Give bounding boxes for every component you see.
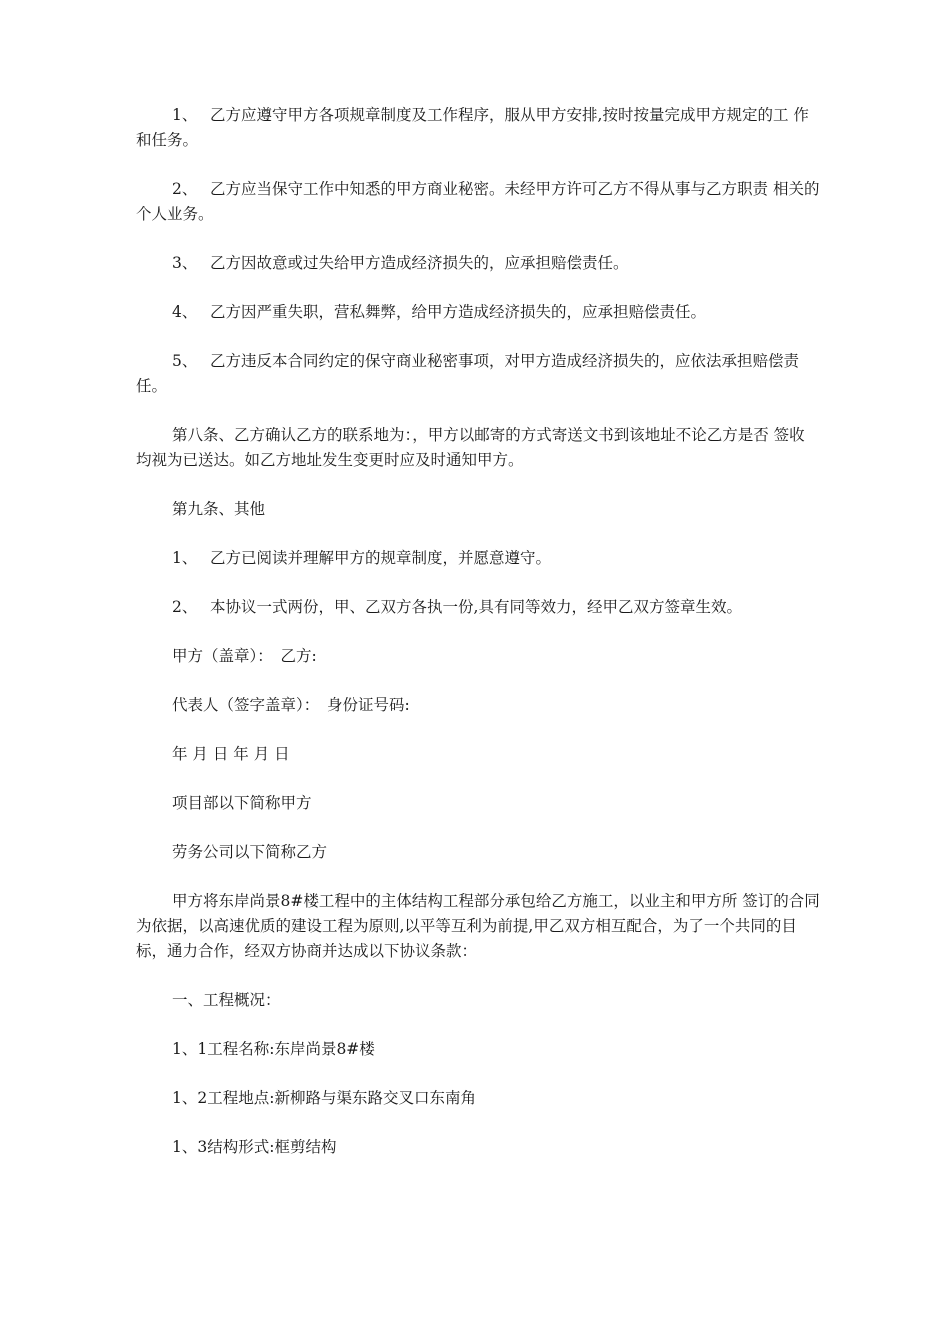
structure-type-line: 1、3结构形式:框剪结构: [172, 1138, 337, 1156]
paragraph-article-8: 第八条、乙方确认乙方的联系地为：，甲方以邮寄的方式寄送文书到该地址不论乙方是否 签收均视为已送达。如乙方地址发生变更时应及时通知甲方。: [136, 426, 805, 469]
paragraph-clause-1: 1、 乙方应遵守甲方各项规章制度及工作程序，服从甲方安排,按时按量完成甲方规定的工 作和任务。: [136, 106, 809, 149]
party-a-definition: 项目部以下简称甲方: [172, 794, 312, 812]
paragraph-article-9-item-1: 1、 乙方已阅读并理解甲方的规章制度，并愿意遵守。: [172, 549, 552, 567]
signature-date-line: 年 月 日 年 月 日: [172, 745, 290, 763]
paragraph-agreement-intro: 甲方将东岸尚景8#楼工程中的主体结构工程部分承包给乙方施工，以业主和甲方所 签订的合同为依据，以高速优质的建设工程为原则,以平等互利为前提,甲乙双方相互配合，为了一个共同的目标，通力合作，经双方协商并达成以下协议条款：: [136, 892, 820, 960]
paragraph-clause-3: 3、 乙方因故意或过失给甲方造成经济损失的，应承担赔偿责任。: [172, 254, 629, 272]
document-body: [136, 103, 820, 1184]
section-heading-project-overview: 一、工程概况：: [172, 991, 281, 1009]
paragraph-clause-5: 5、 乙方违反本合同约定的保守商业秘密事项，对甲方造成经济损失的，应依法承担赔偿责 任。: [136, 352, 804, 395]
project-name-line: 1、1工程名称:东岸尚景8#楼: [172, 1040, 375, 1058]
signature-representative-line: 代表人（签字盖章）： 身份证号码:: [172, 696, 410, 714]
paragraph-article-9-item-2: 2、 本协议一式两份，甲、乙双方各执一份,具有同等效力，经甲乙双方签章生效。: [172, 598, 742, 616]
party-b-definition: 劳务公司以下简称乙方: [172, 843, 328, 861]
paragraph-article-9-heading: 第九条、其他: [172, 500, 266, 518]
signature-party-line: 甲方（盖章）： 乙方:: [172, 647, 317, 665]
paragraph-clause-2: 2、 乙方应当保守工作中知悉的甲方商业秘密。未经甲方许可乙方不得从事与乙方职责 相关的个人业务。: [136, 180, 820, 223]
paragraph-clause-4: 4、 乙方因严重失职，营私舞弊，给甲方造成经济损失的，应承担赔偿责任。: [172, 303, 707, 321]
project-location-line: 1、2工程地点:新柳路与渠东路交叉口东南角: [172, 1089, 476, 1107]
